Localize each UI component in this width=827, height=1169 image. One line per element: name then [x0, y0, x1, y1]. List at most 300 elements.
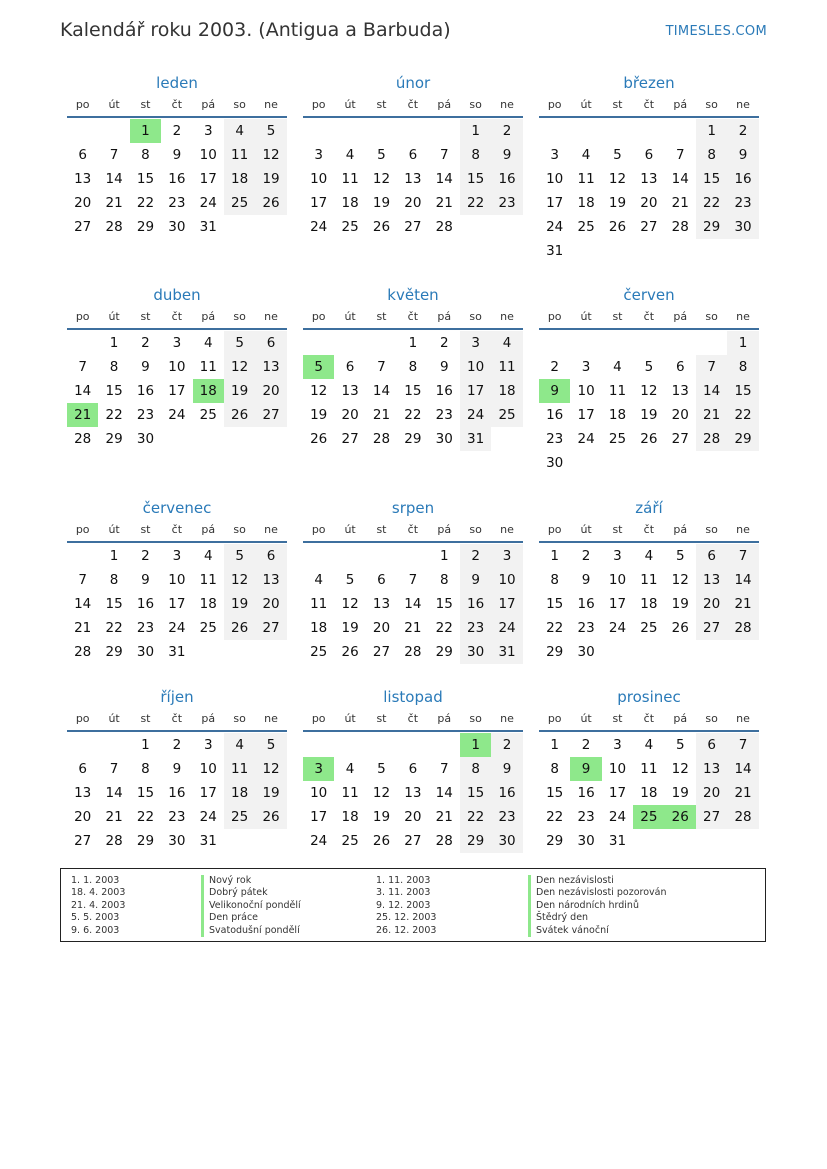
day-cell: 15: [105, 383, 123, 399]
day-cell: 1: [460, 119, 491, 143]
weekday-header: [67, 306, 287, 330]
day-cell: 14: [372, 383, 391, 399]
day-cell: 11: [341, 785, 359, 801]
legend-date: 9. 12. 2003: [376, 899, 431, 911]
day-cell: 28: [727, 805, 758, 829]
day-cell: 30: [546, 455, 564, 471]
day-cell: 1: [696, 119, 727, 143]
day-cell: 5: [613, 147, 622, 163]
weekday-label: čt: [643, 98, 655, 111]
weekday-header: [539, 306, 759, 330]
day-cell: 17: [608, 596, 627, 612]
day-cell: 2: [141, 335, 150, 351]
month-září: [539, 497, 759, 664]
day-cell: 26: [671, 620, 689, 636]
day-cell: 12: [372, 785, 391, 801]
month-květen: [303, 284, 523, 451]
day-cell: 7: [727, 733, 758, 757]
day-cell: 10: [168, 359, 186, 375]
day-cell: 24: [199, 195, 217, 211]
day-cell: 14: [727, 757, 758, 781]
empty-cell: [665, 119, 696, 143]
day-cell: 10: [491, 568, 522, 592]
day-cell: 1: [109, 548, 119, 564]
legend-holiday-name: Svátek vánoční: [528, 925, 667, 937]
day-cell: 16: [727, 167, 758, 191]
weekday-label: st: [376, 712, 387, 725]
weekday-label: st: [376, 310, 387, 323]
weekday-label: st: [376, 523, 387, 536]
day-cell: 19: [224, 592, 255, 616]
weekday-label: po: [75, 523, 90, 536]
day-cell: 2: [491, 119, 522, 143]
day-cell: 4: [345, 761, 355, 777]
empty-cell: [696, 331, 727, 355]
weekday-label: út: [344, 310, 356, 323]
month-name: říjen: [160, 688, 194, 706]
day-cell: 13: [696, 757, 727, 781]
day-cell: 21: [372, 407, 391, 423]
day-cell: 10: [546, 171, 564, 187]
weekday-label: út: [108, 523, 120, 536]
empty-cell: [303, 733, 334, 757]
weekday-label: čt: [643, 310, 655, 323]
day-cell: 8: [109, 572, 119, 588]
weekday-label: st: [140, 98, 151, 111]
day-cell: 4: [224, 733, 255, 757]
day-cell: 6: [675, 359, 685, 375]
empty-cell: [67, 119, 98, 143]
month-leden: [67, 72, 287, 239]
day-cell: 12: [640, 383, 658, 399]
empty-cell: [397, 119, 428, 143]
weekday-label: pá: [673, 310, 688, 323]
day-cell: 17: [546, 195, 564, 211]
day-cell: 30: [577, 644, 595, 660]
day-cell: 29: [546, 644, 564, 660]
day-cell: 19: [255, 167, 286, 191]
day-cell: 14: [727, 568, 758, 592]
weekday-label: pá: [673, 523, 688, 536]
day-cell: 5: [224, 544, 255, 568]
day-cell: 28: [105, 833, 123, 849]
day-cell: 2: [491, 733, 522, 757]
day-cell: 8: [109, 359, 119, 375]
day-cell: 19: [640, 407, 658, 423]
weekday-label: pá: [201, 523, 216, 536]
weekday-label: ne: [264, 523, 278, 536]
day-cell: 6: [408, 761, 418, 777]
day-cell: 25: [224, 805, 255, 829]
day-cell: 19: [224, 379, 255, 403]
day-cell: 10: [168, 572, 186, 588]
empty-cell: [429, 119, 460, 143]
day-cell: 5: [675, 737, 685, 753]
weekday-label: ne: [500, 523, 514, 536]
day-cell: 28: [727, 616, 758, 640]
day-cell: 15: [460, 781, 491, 805]
day-cell: 13: [372, 596, 391, 612]
day-cell: 27: [640, 219, 658, 235]
day-cell: 2: [172, 737, 182, 753]
day-cell: 11: [577, 171, 595, 187]
day-cell: 7: [377, 359, 386, 375]
weekday-label: ne: [264, 310, 278, 323]
day-cell: 23: [136, 620, 155, 636]
weekday-label: ne: [500, 98, 514, 111]
day-cell: 27: [74, 219, 92, 235]
days-grid: [67, 733, 287, 853]
day-cell: 27: [341, 431, 359, 447]
day-cell: 4: [644, 737, 654, 753]
day-cell: 14: [435, 171, 453, 187]
weekday-label: čt: [643, 712, 655, 725]
weekday-label: po: [311, 712, 326, 725]
weekday-label: so: [233, 310, 246, 323]
day-cell: 16: [168, 785, 186, 801]
day-cell: 17: [168, 383, 186, 399]
day-cell: 9: [491, 143, 522, 167]
day-cell: 1: [141, 737, 150, 753]
holiday-day: 21: [67, 403, 98, 427]
day-cell: 26: [640, 431, 658, 447]
day-cell: 9: [727, 143, 758, 167]
month-duben: [67, 284, 287, 451]
days-grid: [539, 331, 759, 475]
weekday-label: st: [612, 98, 623, 111]
weekday-label: čt: [171, 712, 183, 725]
day-cell: 20: [74, 809, 92, 825]
empty-cell: [67, 733, 98, 757]
empty-cell: [633, 119, 664, 143]
day-cell: 23: [136, 407, 155, 423]
day-cell: 30: [491, 829, 522, 853]
brand-logo[interactable]: TIMESLES.COM: [665, 24, 767, 39]
day-cell: 15: [546, 596, 564, 612]
weekday-label: st: [140, 310, 151, 323]
month-březen: [539, 72, 759, 263]
day-cell: 25: [224, 191, 255, 215]
day-cell: 20: [74, 195, 92, 211]
day-cell: 15: [696, 167, 727, 191]
holiday-day: 5: [303, 355, 334, 379]
day-cell: 25: [199, 407, 217, 423]
day-cell: 22: [105, 407, 123, 423]
month-name: srpen: [391, 499, 435, 517]
weekday-label: út: [108, 310, 120, 323]
day-cell: 6: [78, 147, 87, 163]
day-cell: 17: [168, 596, 186, 612]
day-cell: 30: [435, 431, 453, 447]
legend-date: 1. 11. 2003: [376, 875, 431, 886]
day-cell: 12: [224, 355, 255, 379]
legend-dates: [376, 875, 436, 937]
day-cell: 10: [577, 383, 595, 399]
day-cell: 16: [577, 596, 595, 612]
month-name: květen: [387, 286, 439, 304]
day-cell: 12: [372, 171, 391, 187]
day-cell: 12: [310, 383, 328, 399]
day-cell: 14: [696, 379, 727, 403]
day-cell: 7: [78, 359, 87, 375]
day-cell: 25: [310, 644, 328, 660]
day-cell: 3: [460, 331, 491, 355]
day-cell: 29: [404, 431, 422, 447]
day-cell: 28: [671, 219, 689, 235]
empty-cell: [665, 331, 696, 355]
weekday-label: ne: [500, 310, 514, 323]
day-cell: 19: [671, 596, 689, 612]
day-cell: 16: [491, 167, 522, 191]
day-cell: 4: [644, 548, 654, 564]
day-cell: 27: [255, 403, 286, 427]
empty-cell: [334, 331, 365, 355]
day-cell: 8: [460, 757, 491, 781]
weekday-label: po: [75, 712, 90, 725]
weekday-label: pá: [201, 98, 216, 111]
day-cell: 23: [577, 809, 595, 825]
day-cell: 27: [74, 833, 92, 849]
day-cell: 13: [74, 171, 92, 187]
weekday-label: so: [469, 712, 482, 725]
empty-cell: [303, 544, 334, 568]
day-cell: 21: [727, 592, 758, 616]
day-cell: 3: [613, 737, 622, 753]
day-cell: 13: [255, 355, 286, 379]
day-cell: 2: [581, 737, 591, 753]
weekday-label: pá: [673, 98, 688, 111]
day-cell: 13: [341, 383, 359, 399]
day-cell: 3: [203, 737, 213, 753]
day-cell: 11: [341, 171, 359, 187]
month-name: duben: [153, 286, 201, 304]
day-cell: 14: [105, 785, 123, 801]
day-cell: 10: [310, 785, 328, 801]
day-cell: 23: [460, 616, 491, 640]
day-cell: 25: [341, 219, 359, 235]
day-cell: 21: [404, 620, 422, 636]
weekday-label: po: [547, 523, 562, 536]
weekday-label: po: [311, 98, 326, 111]
weekday-label: út: [580, 98, 592, 111]
day-cell: 18: [608, 407, 627, 423]
day-cell: 1: [550, 548, 559, 564]
empty-cell: [570, 119, 601, 143]
day-cell: 20: [341, 407, 359, 423]
weekday-label: út: [344, 98, 356, 111]
day-cell: 15: [404, 383, 422, 399]
day-cell: 8: [727, 355, 758, 379]
day-cell: 5: [224, 331, 255, 355]
legend-holiday-name: Štědrý den: [528, 912, 667, 924]
day-cell: 15: [136, 171, 155, 187]
day-cell: 25: [199, 620, 217, 636]
weekday-header: [303, 708, 523, 732]
day-cell: 26: [341, 644, 359, 660]
day-cell: 12: [341, 596, 359, 612]
day-cell: 24: [460, 403, 491, 427]
legend-holiday-name: Den národních hrdinů: [528, 900, 667, 912]
day-cell: 1: [408, 335, 418, 351]
month-name: leden: [156, 74, 198, 92]
day-cell: 19: [608, 195, 627, 211]
days-grid: [539, 119, 759, 263]
day-cell: 3: [613, 548, 622, 564]
weekday-label: čt: [171, 98, 183, 111]
day-cell: 17: [199, 785, 217, 801]
day-cell: 5: [644, 359, 654, 375]
empty-cell: [98, 119, 129, 143]
holiday-day: 25: [633, 805, 664, 829]
day-cell: 7: [109, 147, 119, 163]
day-cell: 29: [696, 215, 727, 239]
day-cell: 24: [491, 616, 522, 640]
day-cell: 16: [136, 383, 155, 399]
day-cell: 1: [550, 737, 559, 753]
day-cell: 22: [546, 809, 564, 825]
day-cell: 17: [491, 592, 522, 616]
day-cell: 24: [577, 431, 595, 447]
day-cell: 27: [404, 219, 422, 235]
legend-holiday-name: Dobrý pátek: [201, 887, 301, 899]
day-cell: 18: [199, 596, 217, 612]
empty-cell: [67, 544, 98, 568]
weekday-label: po: [75, 310, 90, 323]
day-cell: 20: [255, 379, 286, 403]
day-cell: 24: [608, 809, 627, 825]
day-cell: 3: [203, 123, 213, 139]
day-cell: 28: [404, 644, 422, 660]
holiday-day: 1: [460, 733, 491, 757]
weekday-label: út: [580, 712, 592, 725]
day-cell: 26: [310, 431, 328, 447]
day-cell: 17: [608, 785, 627, 801]
day-cell: 7: [727, 544, 758, 568]
holiday-day: 18: [193, 379, 224, 403]
day-cell: 12: [255, 757, 286, 781]
legend-holiday-name: Den nezávislosti pozorován: [528, 887, 667, 899]
day-cell: 1: [439, 548, 449, 564]
day-cell: 14: [74, 596, 92, 612]
day-cell: 7: [696, 355, 727, 379]
day-cell: 15: [546, 785, 564, 801]
day-cell: 24: [310, 833, 328, 849]
day-cell: 20: [404, 195, 422, 211]
day-cell: 18: [640, 596, 658, 612]
day-cell: 12: [671, 761, 689, 777]
day-cell: 9: [581, 572, 591, 588]
weekday-header: [67, 94, 287, 118]
legend-holiday-name: Den nezávislosti: [528, 875, 667, 887]
month-name: březen: [623, 74, 675, 92]
weekday-header: [303, 306, 523, 330]
holiday-day: 9: [539, 379, 570, 403]
day-cell: 30: [136, 644, 155, 660]
day-cell: 21: [435, 809, 453, 825]
legend-names: [528, 875, 667, 937]
day-cell: 9: [141, 359, 150, 375]
day-cell: 5: [255, 119, 286, 143]
day-cell: 19: [671, 785, 689, 801]
day-cell: 22: [460, 191, 491, 215]
day-cell: 5: [377, 147, 386, 163]
day-cell: 22: [460, 805, 491, 829]
day-cell: 31: [546, 243, 564, 259]
day-cell: 31: [608, 833, 627, 849]
weekday-label: út: [580, 523, 592, 536]
day-cell: 25: [640, 620, 658, 636]
day-cell: 6: [78, 761, 87, 777]
day-cell: 4: [491, 331, 522, 355]
weekday-label: so: [233, 523, 246, 536]
day-cell: 22: [404, 407, 422, 423]
day-cell: 28: [696, 427, 727, 451]
day-cell: 24: [168, 407, 186, 423]
day-cell: 7: [439, 147, 449, 163]
day-cell: 26: [224, 403, 255, 427]
day-cell: 16: [435, 383, 453, 399]
empty-cell: [366, 331, 397, 355]
day-cell: 29: [105, 431, 123, 447]
legend-date: 21. 4. 2003: [71, 899, 126, 911]
day-cell: 4: [613, 359, 622, 375]
month-listopad: [303, 686, 523, 853]
day-cell: 6: [644, 147, 654, 163]
day-cell: 18: [224, 781, 255, 805]
month-říjen: [67, 686, 287, 853]
day-cell: 14: [74, 383, 92, 399]
day-cell: 9: [460, 568, 491, 592]
month-name: únor: [395, 74, 431, 92]
weekday-header: [303, 94, 523, 118]
weekday-label: po: [547, 712, 562, 725]
legend-holiday-name: Nový rok: [201, 875, 301, 887]
day-cell: 23: [491, 805, 522, 829]
weekday-label: po: [547, 310, 562, 323]
day-cell: 3: [314, 147, 323, 163]
day-cell: 7: [109, 761, 119, 777]
month-name: červenec: [142, 499, 212, 517]
day-cell: 28: [435, 833, 453, 849]
day-cell: 8: [550, 761, 559, 777]
day-cell: 16: [460, 592, 491, 616]
empty-cell: [366, 544, 397, 568]
day-cell: 2: [439, 335, 449, 351]
day-cell: 22: [696, 191, 727, 215]
empty-cell: [602, 119, 633, 143]
month-srpen: [303, 497, 523, 664]
day-cell: 11: [224, 143, 255, 167]
empty-cell: [429, 733, 460, 757]
day-cell: 21: [74, 620, 92, 636]
day-cell: 7: [439, 761, 449, 777]
day-cell: 8: [550, 572, 559, 588]
weekday-label: ne: [264, 98, 278, 111]
day-cell: 3: [581, 359, 591, 375]
legend-date: 25. 12. 2003: [376, 912, 437, 924]
day-cell: 13: [640, 171, 658, 187]
weekday-label: ne: [736, 523, 750, 536]
day-cell: 6: [696, 544, 727, 568]
day-cell: 6: [408, 147, 418, 163]
legend-date: 9. 6. 2003: [71, 924, 120, 936]
day-cell: 26: [255, 191, 286, 215]
weekday-label: po: [311, 523, 326, 536]
day-cell: 26: [255, 805, 286, 829]
day-cell: 11: [491, 355, 522, 379]
day-cell: 28: [74, 431, 92, 447]
weekday-label: čt: [407, 712, 419, 725]
